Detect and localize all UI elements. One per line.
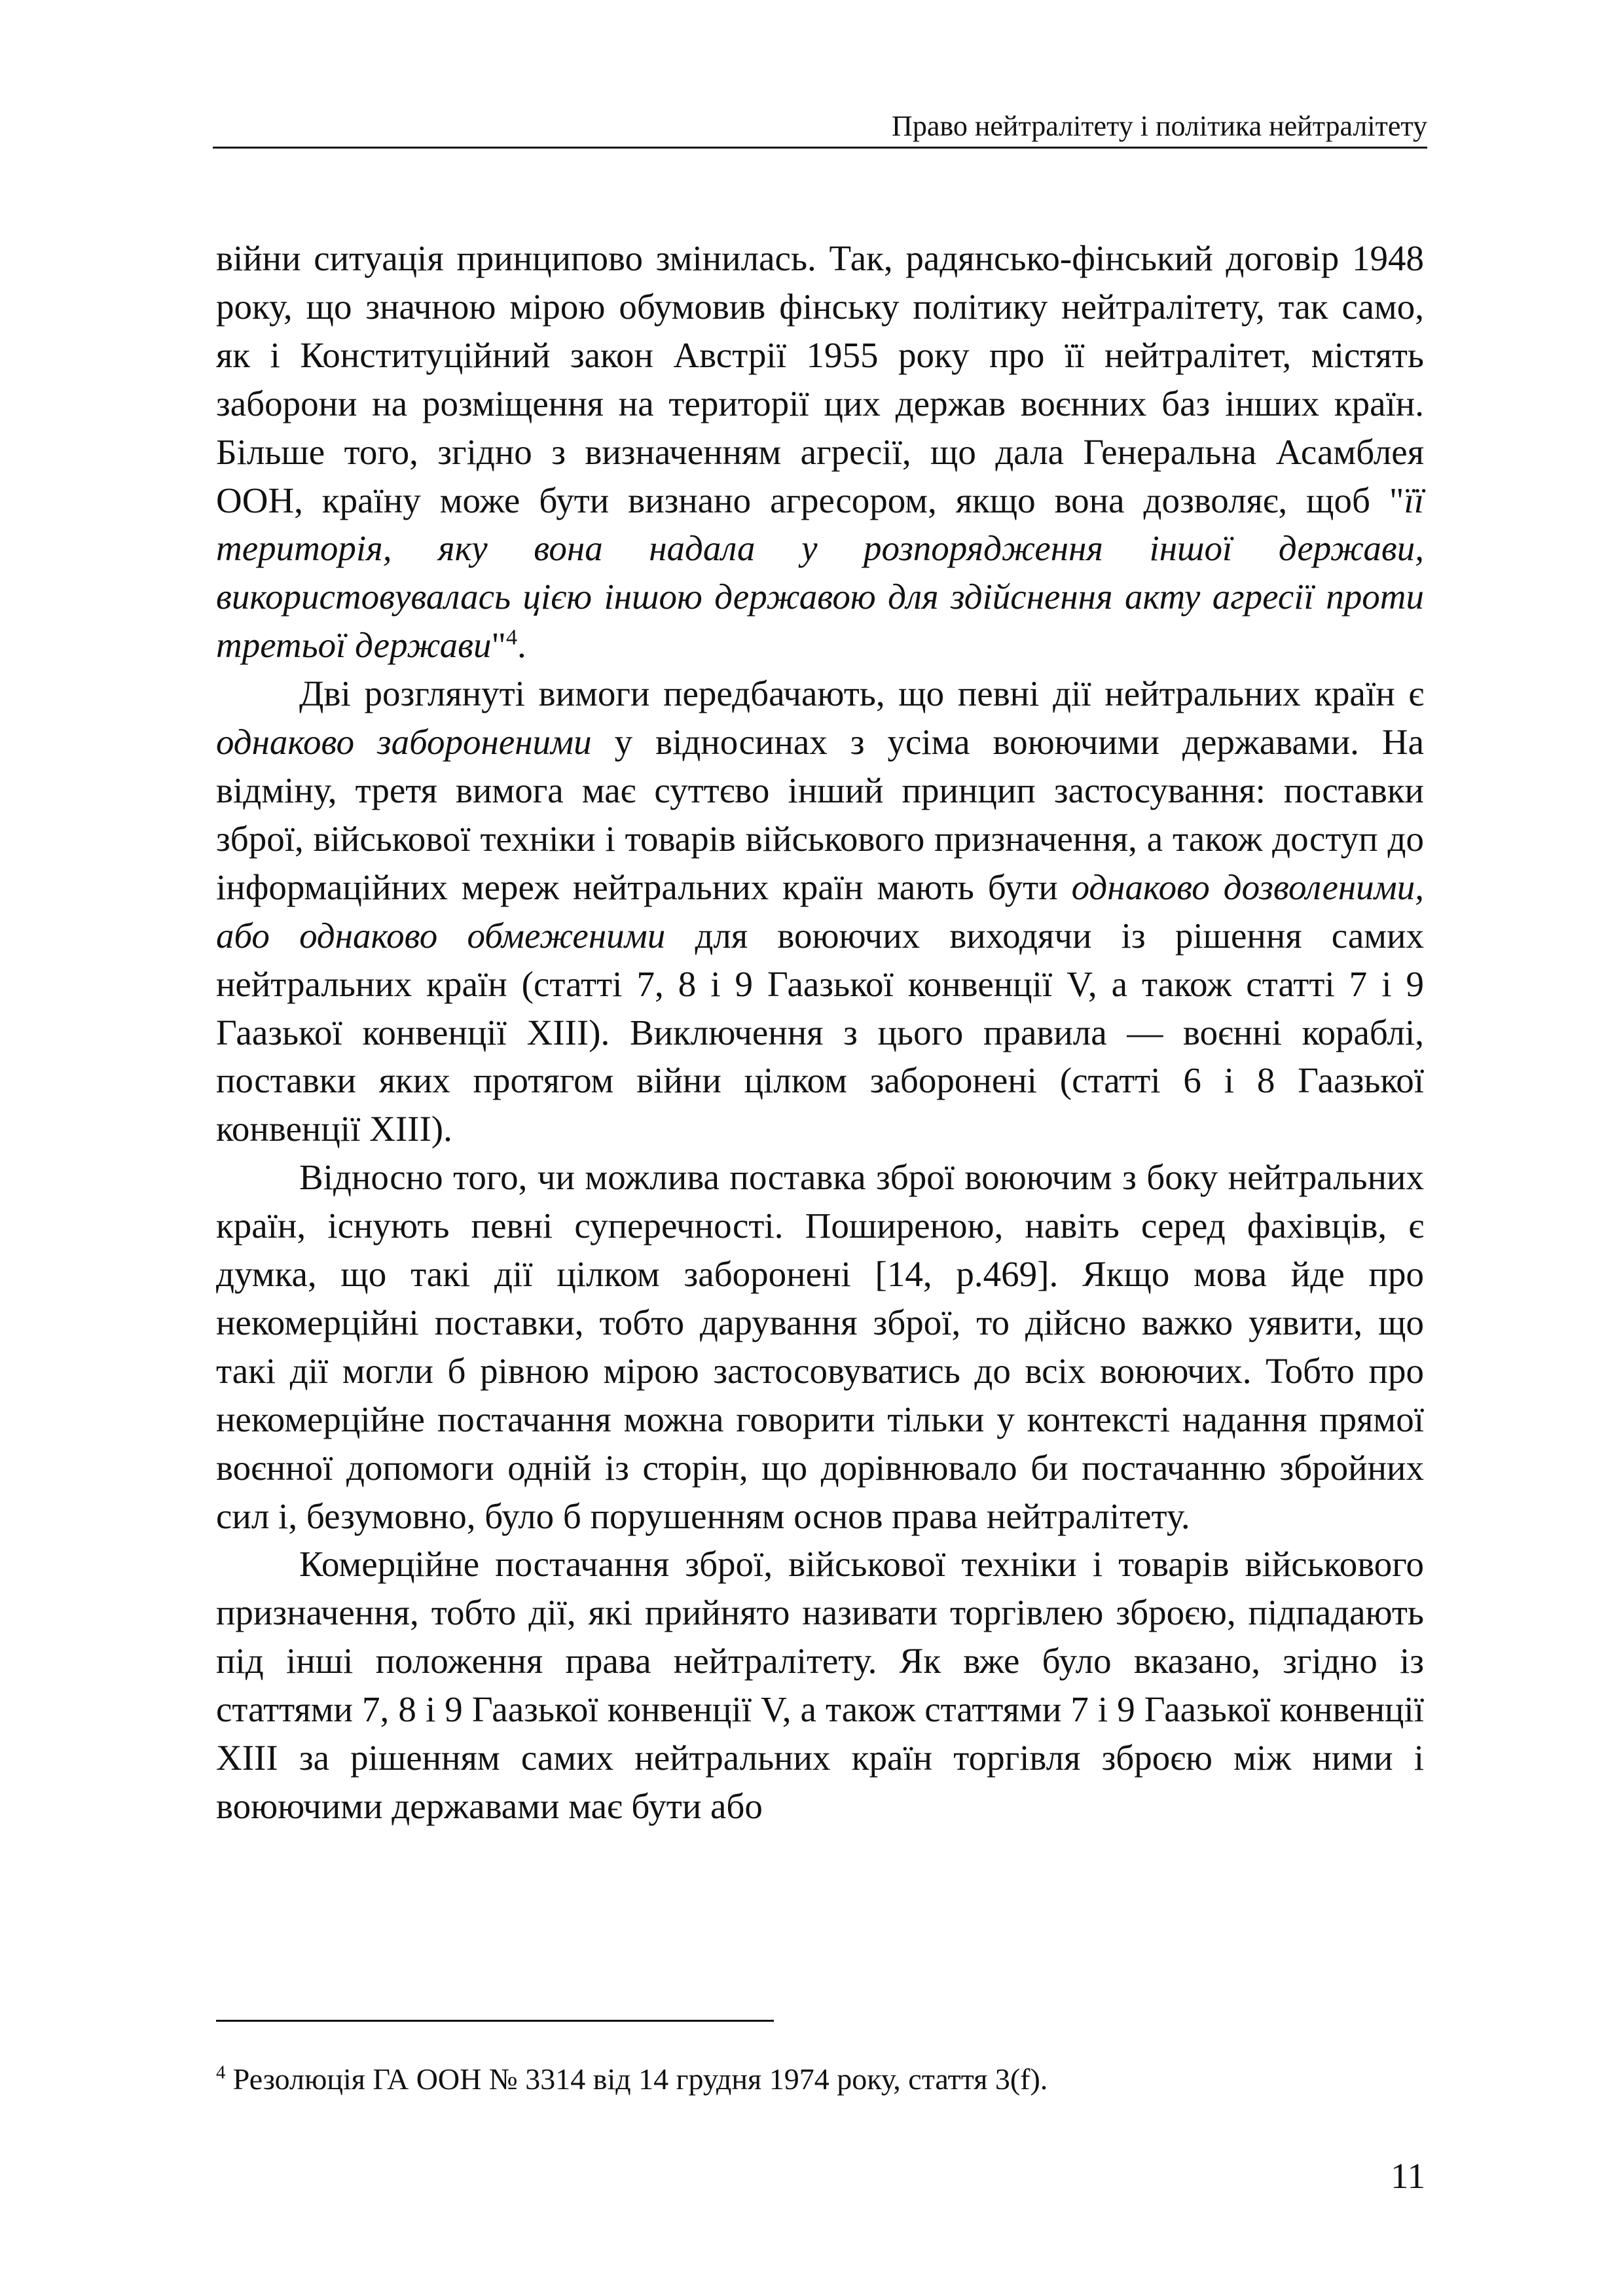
main-text	[216, 234, 1424, 1831]
header-divider	[213, 147, 1427, 149]
footnote-divider	[216, 2020, 774, 2022]
paragraph-2-emphasis-a: однаково забороненими	[216, 722, 592, 762]
footnote-reference: 4	[505, 625, 518, 650]
paragraph-2-emphasis-b: однаково дозволеними, або однаково обмеженими	[216, 867, 1424, 956]
paragraph-3: Відносно того, чи можлива поставка зброї воюючим з боку нейтральних країн, існують певні суперечності. Поширеною, навіть серед фахівців, є думка, що такі дії цілком заборонені [14, p.469]. Якщо мова йде про некомерційні поставки, тобто дарування зброї, то дійсно важко уявити, що такі дії могли б рівною мірою застосовуватись до всіх воюючих. Тобто про некомерційне постачання можна говорити тільки у контексті надання прямої воєнної допомоги одній із сторін, що дорівнювало би постачанню збройних сил і, безумовно, було б порушенням основ права нейтралітету.	[216, 1157, 1424, 1536]
paragraph-2	[216, 670, 1424, 1153]
footnote-text: Резолюція ГА ООН № 3314 від 14 грудня 1974 року, стаття 3(f).	[225, 2062, 1048, 2096]
paragraph-1-text-b: "	[491, 625, 506, 666]
page-number: 11	[1391, 2156, 1425, 2196]
footnote-marker: 4	[216, 2062, 226, 2083]
paragraph-1-text-c: .	[517, 625, 526, 666]
paragraph-1-text-a: війни ситуація принципово змінилась. Так, радянсько-фінський договір 1948 року, що значною мірою обумовив фінську політику нейтралітету, так само, як і Конституційний закон Австрії 1955 року про її нейтралітет, містять заборони на розміщення на території цих держав воєнних баз інших країн. Більше того, згідно з визначенням агресії, що дала Генеральна Асамблея ООН, країну може бути визнано агресором, якщо вона дозволяє, щоб "	[216, 238, 1424, 520]
paragraph-2-text-b: у відносинах з усіма воюючими державами. На відміну, третя вимога має суттєво інший принцип застосування: поставки зброї, військової техніки і товарів військового призначення, а також доступ до інформаційних мереж нейтральних країн мають бути	[216, 722, 1425, 907]
paragraph-2-text-a: Дві розглянуті вимоги передбачають, що певні дії нейтральних країн є	[299, 673, 1424, 714]
paragraph-2-text-c: для воюючих виходячи із рішення самих нейтральних країн (статті 7, 8 і 9 Гаазької конвенції V, а також статті 7 і 9 Гаазької конвенції XIII). Виключення з цього правила — воєнні кораблі, поставки яких протягом війни цілком заборонені (статті 6 і 8 Гаазької конвенції XIII).	[216, 915, 1424, 1149]
paragraph-1-quote: її територія, яку вона надала у розпорядження іншої держави, використовувалась цією іншою державою для здійснення акту агресії проти третьої держави	[216, 480, 1424, 666]
running-header: Право нейтралітету і політика нейтралітету	[892, 110, 1427, 142]
paragraph-4: Комерційне постачання зброї, військової техніки і товарів військового призначення, тобто дії, які прийнято називати торгівлею зброєю, підпадають під інші положення права нейтралітету. Як вже було вказано, згідно із статтями 7, 8 і 9 Гаазької конвенції V, а також статтями 7 і 9 Гаазької конвенції XIII за рішенням самих нейтральних країн торгівля зброєю між ними і воюючими державами має бути або	[216, 1544, 1424, 1826]
paragraph-1	[216, 234, 1424, 670]
footnote	[216, 2060, 1424, 2098]
